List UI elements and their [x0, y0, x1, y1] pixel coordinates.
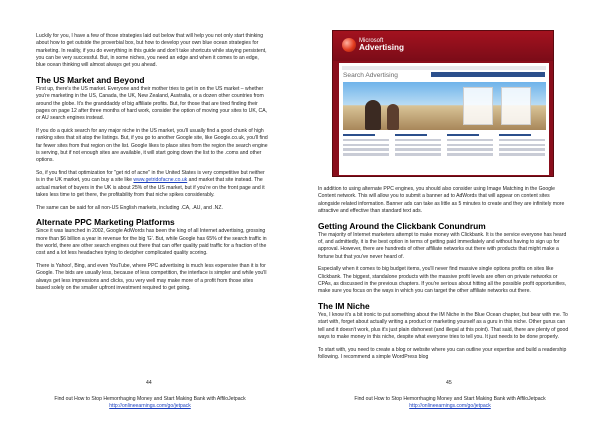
microsoft-logo-icon: [342, 38, 356, 52]
acne-text-before: So, if you find that optimization for "get rid of acne" in the United States is very competitive but neither is in the UK market, you can buy a site like: [36, 169, 265, 184]
im-niche-heading: The IM Niche: [318, 301, 370, 312]
footer-link[interactable]: http://onlineearnings.com/go/jetpack: [109, 403, 191, 409]
screenshot-column: [343, 134, 389, 171]
screenshot-brand: [359, 38, 404, 51]
screenshot-content: [339, 63, 549, 175]
us-market-heading: The US Market and Beyond: [36, 74, 145, 85]
us-market-paragraph-2: If you do a quick search for any major niche in the US market, you'll usually find a good chunk of high ranking sites that sit atop the listings. But, if you go to another Google site, like Google.co.uk, you'll find far fewer sites from that region on the list. Google likes to place sites from the region the search engine is serving, but if not enough sites are available, it will start going down the list to the .coms and other options.: [36, 127, 268, 164]
banner-panel: [463, 87, 493, 125]
screenshot-column: [395, 134, 441, 171]
footer-text: Find out How to Stop Hemorrhaging Money and Start Making Bank with AffiloJetpack: [54, 396, 246, 402]
image-matching-paragraph: In addition to using alternate PPC engines, you should also consider using Image Matching in the Google Content network. This will allow you to submit a banner ad to AdWords that will appear on content sites alongside related information. Banner ads can take as little as 5 minutes to create and they are infinitely more attractive and effective than standard text ads.: [318, 186, 565, 214]
im-niche-paragraph-1: Yes, I know it's a bit ironic to put something about the IM Niche in the Blue Ocean chapter, but bear with me. To start with, forget about actually writing a product or marketing yourself as a guru in this niche. Other gurus can tell and it doesn't work, plus it's just plain dishonest (and illegal at this point). That said, there are plenty of good ways to make money in this niche, despite what everyone tries to tell you. It just needs to be done properly.: [318, 312, 569, 340]
page-45: [300, 0, 600, 424]
clickbank-heading: Getting Around the Clickbank Conundrum: [318, 220, 486, 231]
acne-text-after: and market that site instead. The actual market of buyers in the UK is about 25% of the US market, but if you're on the front page and it takes less time to get there, the profitability from that niche spikes considerably.: [36, 177, 265, 198]
person-silhouette: [365, 100, 381, 130]
ppc-paragraph-1: Since it was launched in 2002, Google AdWords has been the king of all Internet advertising, grossing more than $6 billion a year in revenue for the big 'G'. But, while Google has 65% of the search traffic in the world, there are other search engines out there that can offer quality paid traffic for a fraction of the cost and a lot less headaches trying to decipher complicated quality scoring.: [36, 228, 267, 257]
ppc-platforms-heading: Alternate PPC Marketing Platforms: [36, 217, 175, 228]
footer-text: Find out How to Stop Hemorrhaging Money and Start Making Bank with AffiloJetpack: [354, 396, 546, 402]
us-market-paragraph-3: [36, 170, 268, 199]
us-market-paragraph-4: The same can be said for all non-US English markets, including .CA, .AU, and .NZ.: [36, 204, 223, 211]
footer-link[interactable]: http://onlineearnings.com/go/jetpack: [409, 403, 491, 409]
intro-paragraph: Luckily for you, I have a few of those strategies laid out below that will help you not only start thinking about how to get outside the proverbial box, but how to develop your own blue ocean strategies for marketing. In reality, if you do everything in this guide and don't take shortcuts while staying persistent, you can be very successful. But, in some niches, you need an edge and when it comes to an edge, blue ocean thinking will almost always get you ahead.: [36, 33, 267, 69]
screenshot-column: [447, 134, 493, 171]
getridofacne-link[interactable]: www.getridofacne.co.uk: [133, 177, 188, 184]
left-page-body: [36, 33, 268, 298]
page-footer: [0, 396, 300, 410]
clickbank-paragraph-1: The majority of Internet marketers attempt to make money with Clickbank. It is the service everyone has heard of, and admittedly, it is the best option in terms of getting paid immediately and without having to sign up for approval. However, there are hundreds of other affiliate networks out there with products that might make a fortune but that you've never heard of.: [318, 231, 567, 260]
person-silhouette: [387, 104, 399, 130]
banner-panel: [501, 87, 531, 125]
im-niche-paragraph-2: To start with, you need to create a blog or website where you can outline your expertise and build a readership following. I recommend a simple WordPress blog: [318, 346, 567, 361]
brand-bottom: Advertising: [359, 42, 405, 52]
page-footer: [300, 396, 600, 410]
right-page-body: [318, 186, 572, 367]
page-number: 45: [446, 380, 452, 386]
screenshot-menu-bar: [431, 72, 545, 77]
us-market-paragraph-1: First up, there's the US market. Everyone and their mother tries to get in on the US market – whether you're marketing in the US, Canada, the UK, New Zealand, Australia, or a dozen other countries from around the globe. It's the granddaddy of big affiliate profits. But, for those that are tired finding their pages on page 12 after three months of hard work, consider the option of moving your sites to UK, CA, or AU search engines instead.: [36, 85, 268, 122]
microsoft-advertising-screenshot: [332, 30, 554, 177]
screenshot-text-columns: [343, 134, 546, 171]
screenshot-nav-bar: [342, 66, 546, 70]
screenshot-column: [499, 134, 545, 171]
screenshot-banner-image: [343, 82, 546, 130]
ppc-paragraph-2: There is Yahoo!, Bing, and even YouTube, where PPC advertising is much less expensive than it is for Google. The bids are usually less, because of less competition, the interface is simpler and while you'll always get less impressions and clicks, you very well may make more of a profit from those sites based solely on the smaller upfront investment required to get going.: [36, 263, 267, 292]
clickbank-paragraph-2: Especially when it comes to big budget items, you'll never find massive single options profits on sites like Clickbank. The biggest, standalone products with the massive profit levels are often on private networks or CPAs, as discussed in the previous chapters. If you're serious about hitting all the possible profit opportunities, make sure you focus on the ways in which you can target the other affiliate networks out there.: [318, 266, 567, 295]
page-number: 44: [146, 380, 152, 386]
screenshot-title: Search Advertising: [343, 72, 398, 79]
brand-top: Microsoft: [359, 38, 384, 44]
